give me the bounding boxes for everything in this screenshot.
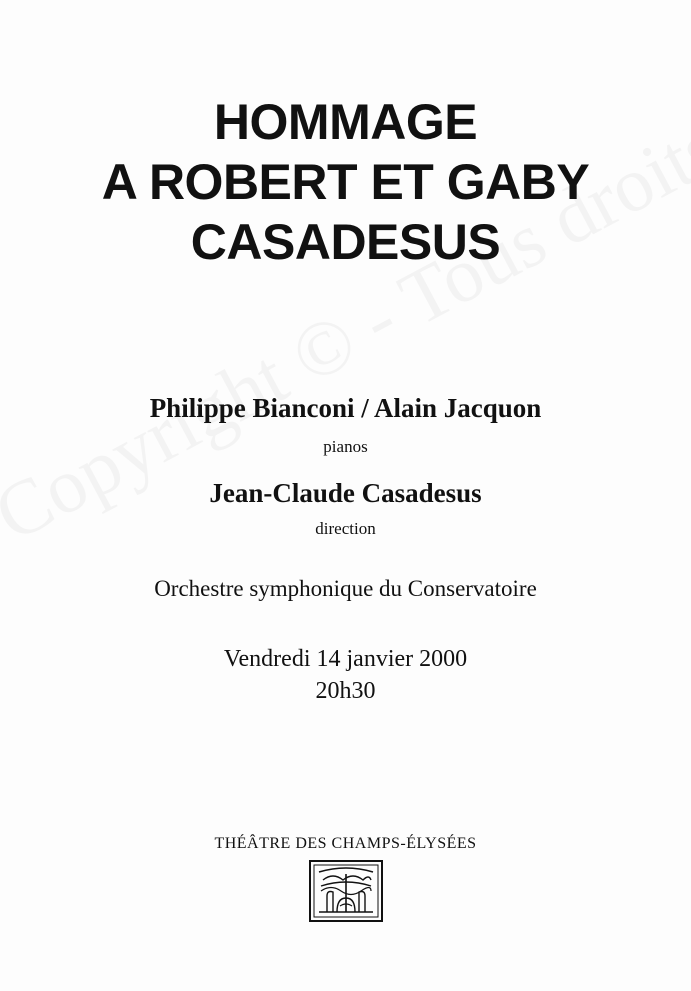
conductor-name: Jean-Claude Casadesus — [209, 478, 482, 508]
program-title — [0, 92, 691, 272]
title-line-1: HOMMAGE — [213, 94, 478, 150]
soloists-names: Philippe Bianconi / Alain Jacquon — [149, 393, 542, 423]
orchestra-name: Orchestre symphonique du Conservatoire — [154, 576, 537, 601]
venue-name: THÉÂTRE DES CHAMPS-ÉLYSÉES — [214, 835, 477, 852]
event-date: Vendredi 14 janvier 2000 — [223, 646, 468, 672]
title-line-2: A ROBERT ET GABY — [101, 154, 590, 210]
soloists-role: pianos — [323, 437, 368, 456]
conductor-role: direction — [315, 519, 376, 538]
theatre-logo-icon — [309, 860, 383, 922]
event-time: 20h30 — [315, 678, 376, 704]
title-line-3: CASADESUS — [190, 214, 501, 270]
